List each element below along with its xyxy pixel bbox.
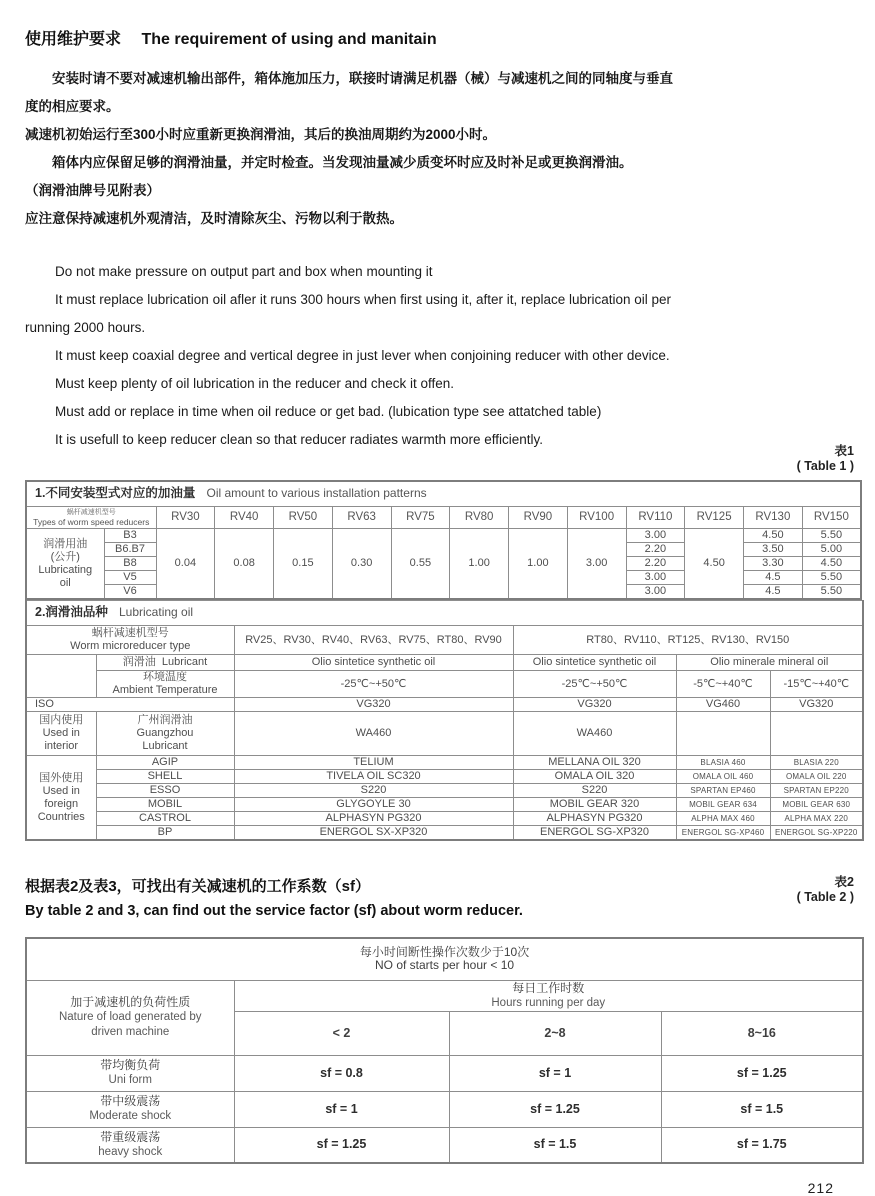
load-nature-label: 加于减速机的负荷性质 Nature of load generated by driven machine (26, 980, 234, 1055)
oil-value-cell: 3.00 (567, 529, 626, 600)
oil-quantity-label: 润滑用油 (公升) Lubricating oil (26, 529, 104, 600)
table-row (26, 980, 863, 1011)
brand-oil-cell: MOBIL GEAR 630 (770, 798, 863, 812)
table-row (26, 756, 863, 770)
oil-value-cell: 2.20 (626, 557, 685, 571)
col-header: RV63 (332, 507, 391, 529)
lubricant-cell: Olio sintetice synthetic oil (234, 655, 513, 671)
empty-cell (676, 712, 770, 756)
oil-value-cell: 5.50 (802, 585, 861, 600)
ambient-cell: -25℃~+50℃ (234, 671, 513, 698)
model-group-cell: RV25、RV30、RV40、RV63、RV75、RT80、RV90 (234, 626, 513, 655)
oil-value-cell: 4.5 (744, 571, 803, 585)
brand-oil-cell: OMALA OIL 220 (770, 770, 863, 784)
oil-value-cell: 4.5 (744, 585, 803, 600)
sf-value-cell: sf = 1.25 (661, 1055, 863, 1091)
sf-value-cell: sf = 1 (449, 1055, 661, 1091)
brand-oil-cell: ALPHA MAX 460 (676, 812, 770, 826)
brand-oil-cell: MELLANA OIL 320 (513, 756, 676, 770)
oil-amount-table (25, 480, 862, 600)
col-header: RV90 (509, 507, 568, 529)
brand-oil-cell: S220 (513, 784, 676, 798)
table-row (26, 626, 863, 655)
table1-caption-zh: 1.不同安装型式对应的加油量 (35, 486, 196, 500)
table-row (26, 1127, 863, 1163)
col-header: RV80 (450, 507, 509, 529)
ambient-cell: -15℃~+40℃ (770, 671, 863, 698)
page-number: 212 (807, 1180, 834, 1196)
oil-value-cell: 0.55 (391, 529, 450, 600)
oil-value-cell: 3.00 (626, 571, 685, 585)
type-header-en: Types of worm speed reducers (33, 516, 150, 527)
starts-per-hour-cell: 每小时间断性操作次数少于10次 NO of starts per hour < 10 (26, 938, 863, 980)
brand-name-cell: SHELL (96, 770, 234, 784)
page-title (25, 26, 862, 49)
table-row (26, 655, 863, 671)
col-header: RV100 (567, 507, 626, 529)
table-row (26, 698, 863, 712)
mount-type-cell: B6.B7 (104, 543, 156, 557)
brand-oil-cell: OMALA OIL 460 (676, 770, 770, 784)
hours-col-header: < 2 (234, 1011, 449, 1055)
service-factor-section (25, 875, 862, 923)
table2-label-en: ( Table 2 ) (796, 890, 854, 904)
type-header-cell: 蜗杆减速机型号 Worm microreducer type (26, 626, 234, 655)
oil-value-cell: 3.00 (626, 585, 685, 600)
type-header-cell (26, 507, 156, 529)
col-header: RV125 (685, 507, 744, 529)
brand-oil-cell: ENERGOL SG-XP220 (770, 826, 863, 841)
oil-value-cell: 3.00 (626, 529, 685, 543)
empty-cell (26, 655, 96, 698)
section-heading-zh: 根据表2及表3，可找出有关减速机的工作系数（sf） (25, 878, 371, 895)
brand-name-cell: ESSO (96, 784, 234, 798)
hours-col-header: 2~8 (449, 1011, 661, 1055)
paragraph: 应注意保持减速机外观清洁，及时清除灰尘、污物以利于散热。 (25, 211, 403, 226)
sf-value-cell: sf = 1.25 (449, 1091, 661, 1127)
table-row (26, 784, 863, 798)
table-row (26, 712, 863, 756)
empty-cell (770, 712, 863, 756)
sf-value-cell: sf = 1.5 (661, 1091, 863, 1127)
oil-value-cell: 3.50 (744, 543, 803, 557)
brand-oil-cell: ENERGOL SX-XP320 (234, 826, 513, 841)
col-header: RV50 (274, 507, 333, 529)
brand-oil-cell: TIVELA OIL SC320 (234, 770, 513, 784)
oil-type-table (25, 600, 864, 841)
sf-value-cell: sf = 1.75 (661, 1127, 863, 1163)
table-row (26, 1055, 863, 1091)
page-title-en: The requirement of using and manitain (141, 31, 437, 48)
mount-type-cell: B3 (104, 529, 156, 543)
col-header: RV130 (744, 507, 803, 529)
load-type-cell: 带重级震荡 heavy shock (26, 1127, 234, 1163)
table-row (26, 1091, 863, 1127)
brand-oil-cell: MOBIL GEAR 320 (513, 798, 676, 812)
iso-cell: VG460 (676, 698, 770, 712)
lubricant-label: 润滑油 Lubricant (96, 655, 234, 671)
oil-value-cell: 5.00 (802, 543, 861, 557)
paragraph: running 2000 hours. (25, 320, 146, 335)
paragraph: It must replace lubrication oil afler it runs 300 hours when first using it, after it, replace lubrication oil per (55, 292, 672, 307)
table-row (26, 601, 863, 626)
oil-value-cell: 4.50 (802, 557, 861, 571)
brand-oil-cell: ALPHA MAX 220 (770, 812, 863, 826)
guangzhou-label: 广州润滑油 Guangzhou Lubricant (96, 712, 234, 756)
oil-value-cell: 0.04 (156, 529, 215, 600)
paragraph: 减速机初始运行至300小时应重新更换润滑油，其后的换油周期约为2000小时。 (25, 127, 497, 142)
oil-type-caption (26, 601, 863, 626)
brand-oil-cell: ALPHASYN PG320 (234, 812, 513, 826)
table1-label-zh: 表1 (834, 444, 854, 458)
col-header: RV110 (626, 507, 685, 529)
table1-label-en: ( Table 1 ) (796, 459, 854, 473)
chinese-instructions (25, 65, 862, 233)
table-row (26, 507, 861, 529)
section-heading-en: By table 2 and 3, can find out the service factor (sf) about worm reducer. (25, 903, 523, 919)
mount-type-cell: V5 (104, 571, 156, 585)
table-row (26, 798, 863, 812)
brand-name-cell: MOBIL (96, 798, 234, 812)
oil-type-caption-en: Lubricating oil (119, 605, 194, 619)
iso-cell: VG320 (234, 698, 513, 712)
brand-oil-cell: SPARTAN EP460 (676, 784, 770, 798)
col-header: RV75 (391, 507, 450, 529)
english-instructions (25, 258, 862, 454)
oil-value-cell: 2.20 (626, 543, 685, 557)
lubricant-cell: Olio sintetice synthetic oil (513, 655, 676, 671)
oil-value-cell: 0.08 (215, 529, 274, 600)
lubricant-cell: Olio minerale mineral oil (676, 655, 863, 671)
brand-oil-cell: SPARTAN EP220 (770, 784, 863, 798)
table-row (26, 826, 863, 841)
table1-caption-en: Oil amount to various installation patterns (206, 486, 427, 500)
oil-value-cell: 4.50 (685, 529, 744, 600)
brand-name-cell: CASTROL (96, 812, 234, 826)
paragraph: 箱体内应保留足够的润滑油量，并定时检查。当发现油量减少质变坏时应及时补足或更换润滑油。 (52, 155, 633, 170)
sf-value-cell: sf = 1 (234, 1091, 449, 1127)
ambient-cell: -5℃~+40℃ (676, 671, 770, 698)
ambient-cell: -25℃~+50℃ (513, 671, 676, 698)
oil-value-cell: 3.30 (744, 557, 803, 571)
paragraph: Must keep plenty of oil lubrication in the reducer and check it offen. (55, 376, 454, 391)
table-row (26, 938, 863, 980)
sf-value-cell: sf = 1.5 (449, 1127, 661, 1163)
table-row (26, 770, 863, 784)
brand-oil-cell: S220 (234, 784, 513, 798)
service-factor-table (25, 937, 864, 1164)
table-row (26, 812, 863, 826)
paragraph: It must keep coaxial degree and vertical degree in just lever when conjoining reducer with other device. (55, 348, 670, 363)
iso-label: ISO (26, 698, 234, 712)
oil-value-cell: 0.15 (274, 529, 333, 600)
oil-value-cell: 0.30 (332, 529, 391, 600)
iso-cell: VG320 (770, 698, 863, 712)
type-header-zh: 蜗杆减速机型号 (66, 508, 116, 516)
brand-name-cell: AGIP (96, 756, 234, 770)
brand-oil-cell: BLASIA 460 (676, 756, 770, 770)
table2-label (797, 875, 862, 905)
table1-caption (26, 481, 861, 507)
mount-type-cell: V6 (104, 585, 156, 600)
col-header: RV150 (802, 507, 861, 529)
section-heading (25, 875, 797, 923)
ambient-label: 环境温度 Ambient Temperature (96, 671, 234, 698)
table-row (26, 671, 863, 698)
brand-oil-cell: BLASIA 220 (770, 756, 863, 770)
sf-value-cell: sf = 1.25 (234, 1127, 449, 1163)
brand-oil-cell: TELIUM (234, 756, 513, 770)
col-header: RV40 (215, 507, 274, 529)
interior-oil-cell: WA460 (234, 712, 513, 756)
paragraph: 度的相应要求。 (25, 99, 120, 114)
page-title-zh: 使用维护要求 (25, 31, 122, 48)
iso-cell: VG320 (513, 698, 676, 712)
load-type-cell: 带中级震荡 Moderate shock (26, 1091, 234, 1127)
paragraph: Do not make pressure on output part and box when mounting it (55, 264, 433, 279)
brand-oil-cell: ENERGOL SG-XP460 (676, 826, 770, 841)
table-row (26, 529, 861, 543)
sf-value-cell: sf = 0.8 (234, 1055, 449, 1091)
brand-oil-cell: ALPHASYN PG320 (513, 812, 676, 826)
brand-oil-cell: MOBIL GEAR 634 (676, 798, 770, 812)
col-header: RV30 (156, 507, 215, 529)
paragraph: It is usefull to keep reducer clean so that reducer radiates warmth more efficiently. (55, 432, 543, 447)
load-type-cell: 带均衡负荷 Uni form (26, 1055, 234, 1091)
oil-value-cell: 1.00 (509, 529, 568, 600)
brand-oil-cell: OMALA OIL 320 (513, 770, 676, 784)
interior-oil-cell: WA460 (513, 712, 676, 756)
hours-col-header: 8~16 (661, 1011, 863, 1055)
interior-label: 国内使用 Used in interior (26, 712, 96, 756)
paragraph: （润滑油牌号见附表） (25, 183, 160, 198)
mount-type-cell: B8 (104, 557, 156, 571)
brand-name-cell: BP (96, 826, 234, 841)
table2-label-zh: 表2 (834, 875, 854, 889)
paragraph: 安装时请不要对减速机输出部件，箱体施加压力，联接时请满足机器（械）与减速机之间的同轴度与垂直 (52, 71, 673, 86)
oil-value-cell: 5.50 (802, 529, 861, 543)
paragraph: Must add or replace in time when oil reduce or get bad. (lubication type see attatched table) (55, 404, 602, 419)
model-group-cell: RT80、RV110、RT125、RV130、RV150 (513, 626, 863, 655)
foreign-label: 国外使用 Used in foreign Countries (26, 756, 96, 841)
oil-value-cell: 4.50 (744, 529, 803, 543)
oil-value-cell: 1.00 (450, 529, 509, 600)
table-row (26, 481, 861, 507)
hours-per-day-header: 每日工作时数 Hours running per day (234, 980, 863, 1011)
oil-type-caption-zh: 2.润滑油品种 (35, 605, 108, 619)
brand-oil-cell: GLYGOYLE 30 (234, 798, 513, 812)
oil-value-cell: 5.50 (802, 571, 861, 585)
brand-oil-cell: ENERGOL SG-XP320 (513, 826, 676, 841)
